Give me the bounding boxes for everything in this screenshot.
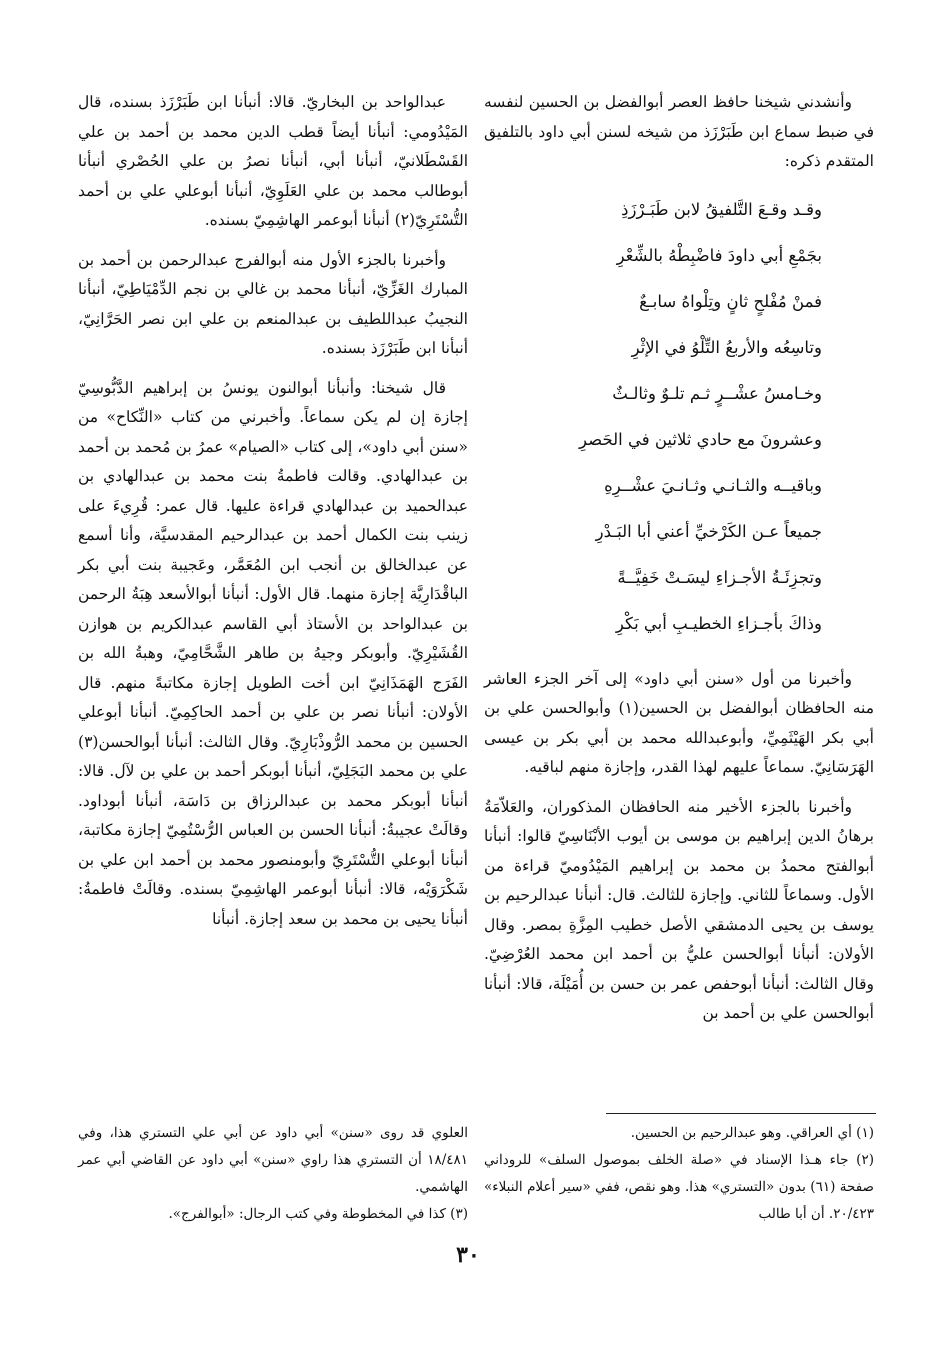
left-column — [78, 88, 468, 944]
body-paragraph: وأخبرنا من أول «سنن أبي داود» إلى آخر الجزء العاشر منه الحافظان أبوالفضل بن الحسين(١) وأبوالحسن علي بن أبي بكر الهَيْثَمِيِّ، وأبوعبدالله محمد بن أبي بكر بن عيسى الهَرَسَانِيّ. سماعاً عليهم لهذا القدر، وإجازة منهم لباقيه. — [484, 669, 874, 776]
poem-verse: بجَمْعِ أبي داودَ فاضْبِطْهُ بالشِّعْرِ — [616, 245, 822, 265]
poem-verse: وقـد وقـعَ التَّلفيقُ لابن طَبَـرْزَذِ — [621, 199, 822, 219]
footnote-divider — [606, 1113, 876, 1114]
poem-verse: وتاسِعُه والأربعُ التِّلْوُ في الإثْرِ — [631, 337, 822, 357]
footnotes-left — [78, 1120, 468, 1228]
intro-paragraph: وأنشدني شيخنا حافظ العصر أبوالفضل بن الحسين لنفسه في ضبط سماع ابن طَبَرْزَذ من شيخه لسنن أبي داود بالتلفيق المتقدم ذكره: — [484, 93, 874, 170]
footnotes-right — [484, 1120, 874, 1228]
footnote: (٢) جاء هـذا الإسناد في «صلة الخلف بموصول السلف» للروداني صفحة (٦١) بدون «التستري» هذا. وهو نقص، ففي «سير أعلام النبلاء» ٢٠/٤٢٣. أن أبا طالب — [484, 1152, 874, 1222]
footnote: (٣) كذا في المخطوطة وفي كتب الرجال: «أبوالفرج». — [168, 1206, 468, 1222]
body-paragraph: قال شيخنا: وأنبأنا أبوالنون يونسُ بن إبراهيم الدَّبُّوسِيّ إجازة إن لم يكن سماعاً. وأخبرني من كتاب «النِّكاح» من «سنن أبي داود»، إلى كتاب «الصيام» عمرُ بن مُحمد بن أحمد بن عبدالهادي. وقالت فاطمةُ بنت محمد بن عبدالهادي بن عبدالحميد بن عبدالهادي قراءة عليها. قال عمر: قُرِيءَ على زينب بنت الكمال أحمد بن عبدالرحيم المقدسيَّة، وأنا أسمع عن عبدالخالق بن أنجب ابن المُعَمَّر، وعَجيبة بنت أبي بكر الباقْدَارِيَّة إجازة منهما. قال الأول: أنبأنا أبوالأسعد هِبَةُ الرحمن بن عبدالواحد بن الأستاذ أبي القاسم عبدالكريم بن هوازن القُشَيْرِيّ. وأبوبكر وجيهُ بن طاهر الشَّحَّامِيّ، وهبةُ الله بن الفَرَج الهَمَذَانِيّ ابن أخت الطويل إجازة مكاتبةً منهم. قال الأولان: أنبأنا نصر بن علي بن أحمد الحاكِمِيّ. أنبأنا أبوعلي الحسين بن محمد الرُّوذْبَارِيّ. وقال الثالث: أنبأنا أبوالحسن(٣) علي بن محمد البَجَلِيّ، أنبأنا أبوبكر أحمد بن علي بن لآل. قالا: أنبأنا أبوبكر محمد بن عبدالرزاق بن دَاسَة، أنبأنا أبوداود. وقالَتْ عجيبةُ: أنبأنا الحسن بن العباس الرُّسْتُمِيّ إجازة مكاتبة، أنبأنا أبوعلي التُّسْتَرِيّ وأبومنصور محمد بن أحمد ابن علي بن شَكْرَوَيْه، قالا: أنبأنا أبوعمر الهاشِمِيّ بسنده. وقالَتْ فاطمةُ: أنبأنا يحيى بن محمد بن سعد إجازة. أنبأنا — [78, 378, 468, 928]
poem-verse: وتجزِئَـةُ الأجـزاءِ ليسَـتْ خَفِيَّــةً — [617, 567, 822, 587]
poem-verse: وباقيــه والثـانـي وثـانـيَ عشْــرِهِ — [604, 475, 822, 495]
poem-verse: وخـامسُ عشْــرٍ ثـم تلـوٌ وثالـثٌ — [612, 383, 822, 403]
poem-verse: وذاكَ بأجـزاءِ الخطيـبِ أبي بَكْرِ — [615, 613, 822, 633]
poem-verse: جميعاً عـن الكَرْخيِّ أعني أبا البَـدْرِ — [595, 521, 822, 541]
body-paragraph: وأخبرنا بالجزء الأخير منه الحافظان المذكوران، والعَلاّمَةُ برهانُ الدين إبراهيم بن موسى بن أيوب الأبْنَاسِيّ قالوا: أنبأنا أبوالفتح محمدُ بن محمد بن إبراهيم المَيْدُوميّ قراءة من الأول. وسماعاً للثاني. وإجازة للثالث. قال: أنبأنا عبدالرحيم بن يوسف بن يحيى الدمشقي الأصل خطيب المِزَّةِ بمصر. وقال الأولان: أنبأنا أبوالحسن عليُّ بن أحمد ابن محمد العُرْضِيّ. وقال الثالث: أنبأنا أبوحفص عمر بن حسن بن أُمَيْلَة، قالا: أنبأنا أبوالحسن علي بن أحمد بن — [484, 797, 874, 1022]
page-number: ٣٠ — [456, 1242, 480, 1268]
poem — [484, 187, 874, 647]
poem-verse: فمنْ مُفْلحٍ ثانٍ وتِلْواهُ سابـعٌ — [639, 291, 822, 311]
right-column — [484, 88, 874, 1039]
poem-verse: وعشرونَ مع حادي ثلاثين في الحَصرِ — [579, 429, 822, 449]
footnote: (١) أي العراقي. وهو عبدالرحيم بن الحسين. — [630, 1125, 874, 1141]
footnote: العلوي قد روى «سنن» أبي داود عن أبي علي التستري هذا، وفي ١٨/٤٨١ أن التستري هذا راوي «سنن» أبي داود عن القاضي أبي عمر الهاشمي. — [78, 1125, 468, 1195]
body-paragraph: عبدالواحد بن البخاريّ. قالا: أنبأنا ابن طَبَرْزَذ بسنده، قال المَيْدُومي: أنبأنا أيضاً قطب الدين محمد بن أحمد بن علي القَسْطَلانيّ، أنبأنا أبي، أنبأنا نصرُ بن علي الحُصْري أنبأنا أبوطالب محمد بن علي العَلَوِيّ، أنبأنا أبوعلي علي بن أحمد التُّسْتَرِيّ(٢) أنبأنا أبوعمر الهاشِمِيّ بسنده. — [78, 93, 468, 229]
body-paragraph: وأخبرنا بالجزء الأول منه أبوالفرج عبدالرحمن بن أحمد بن المبارك الغَزِّيّ، أنبأنا محمد بن غالي بن نجم الدِّمْيَاطِيّ، أنبأنا النجيبُ عبداللطيف بن عبدالمنعم بن علي ابن نصر الحَرَّانِيّ، أنبأنا ابن طَبَرْزَذ بسنده. — [78, 250, 468, 357]
